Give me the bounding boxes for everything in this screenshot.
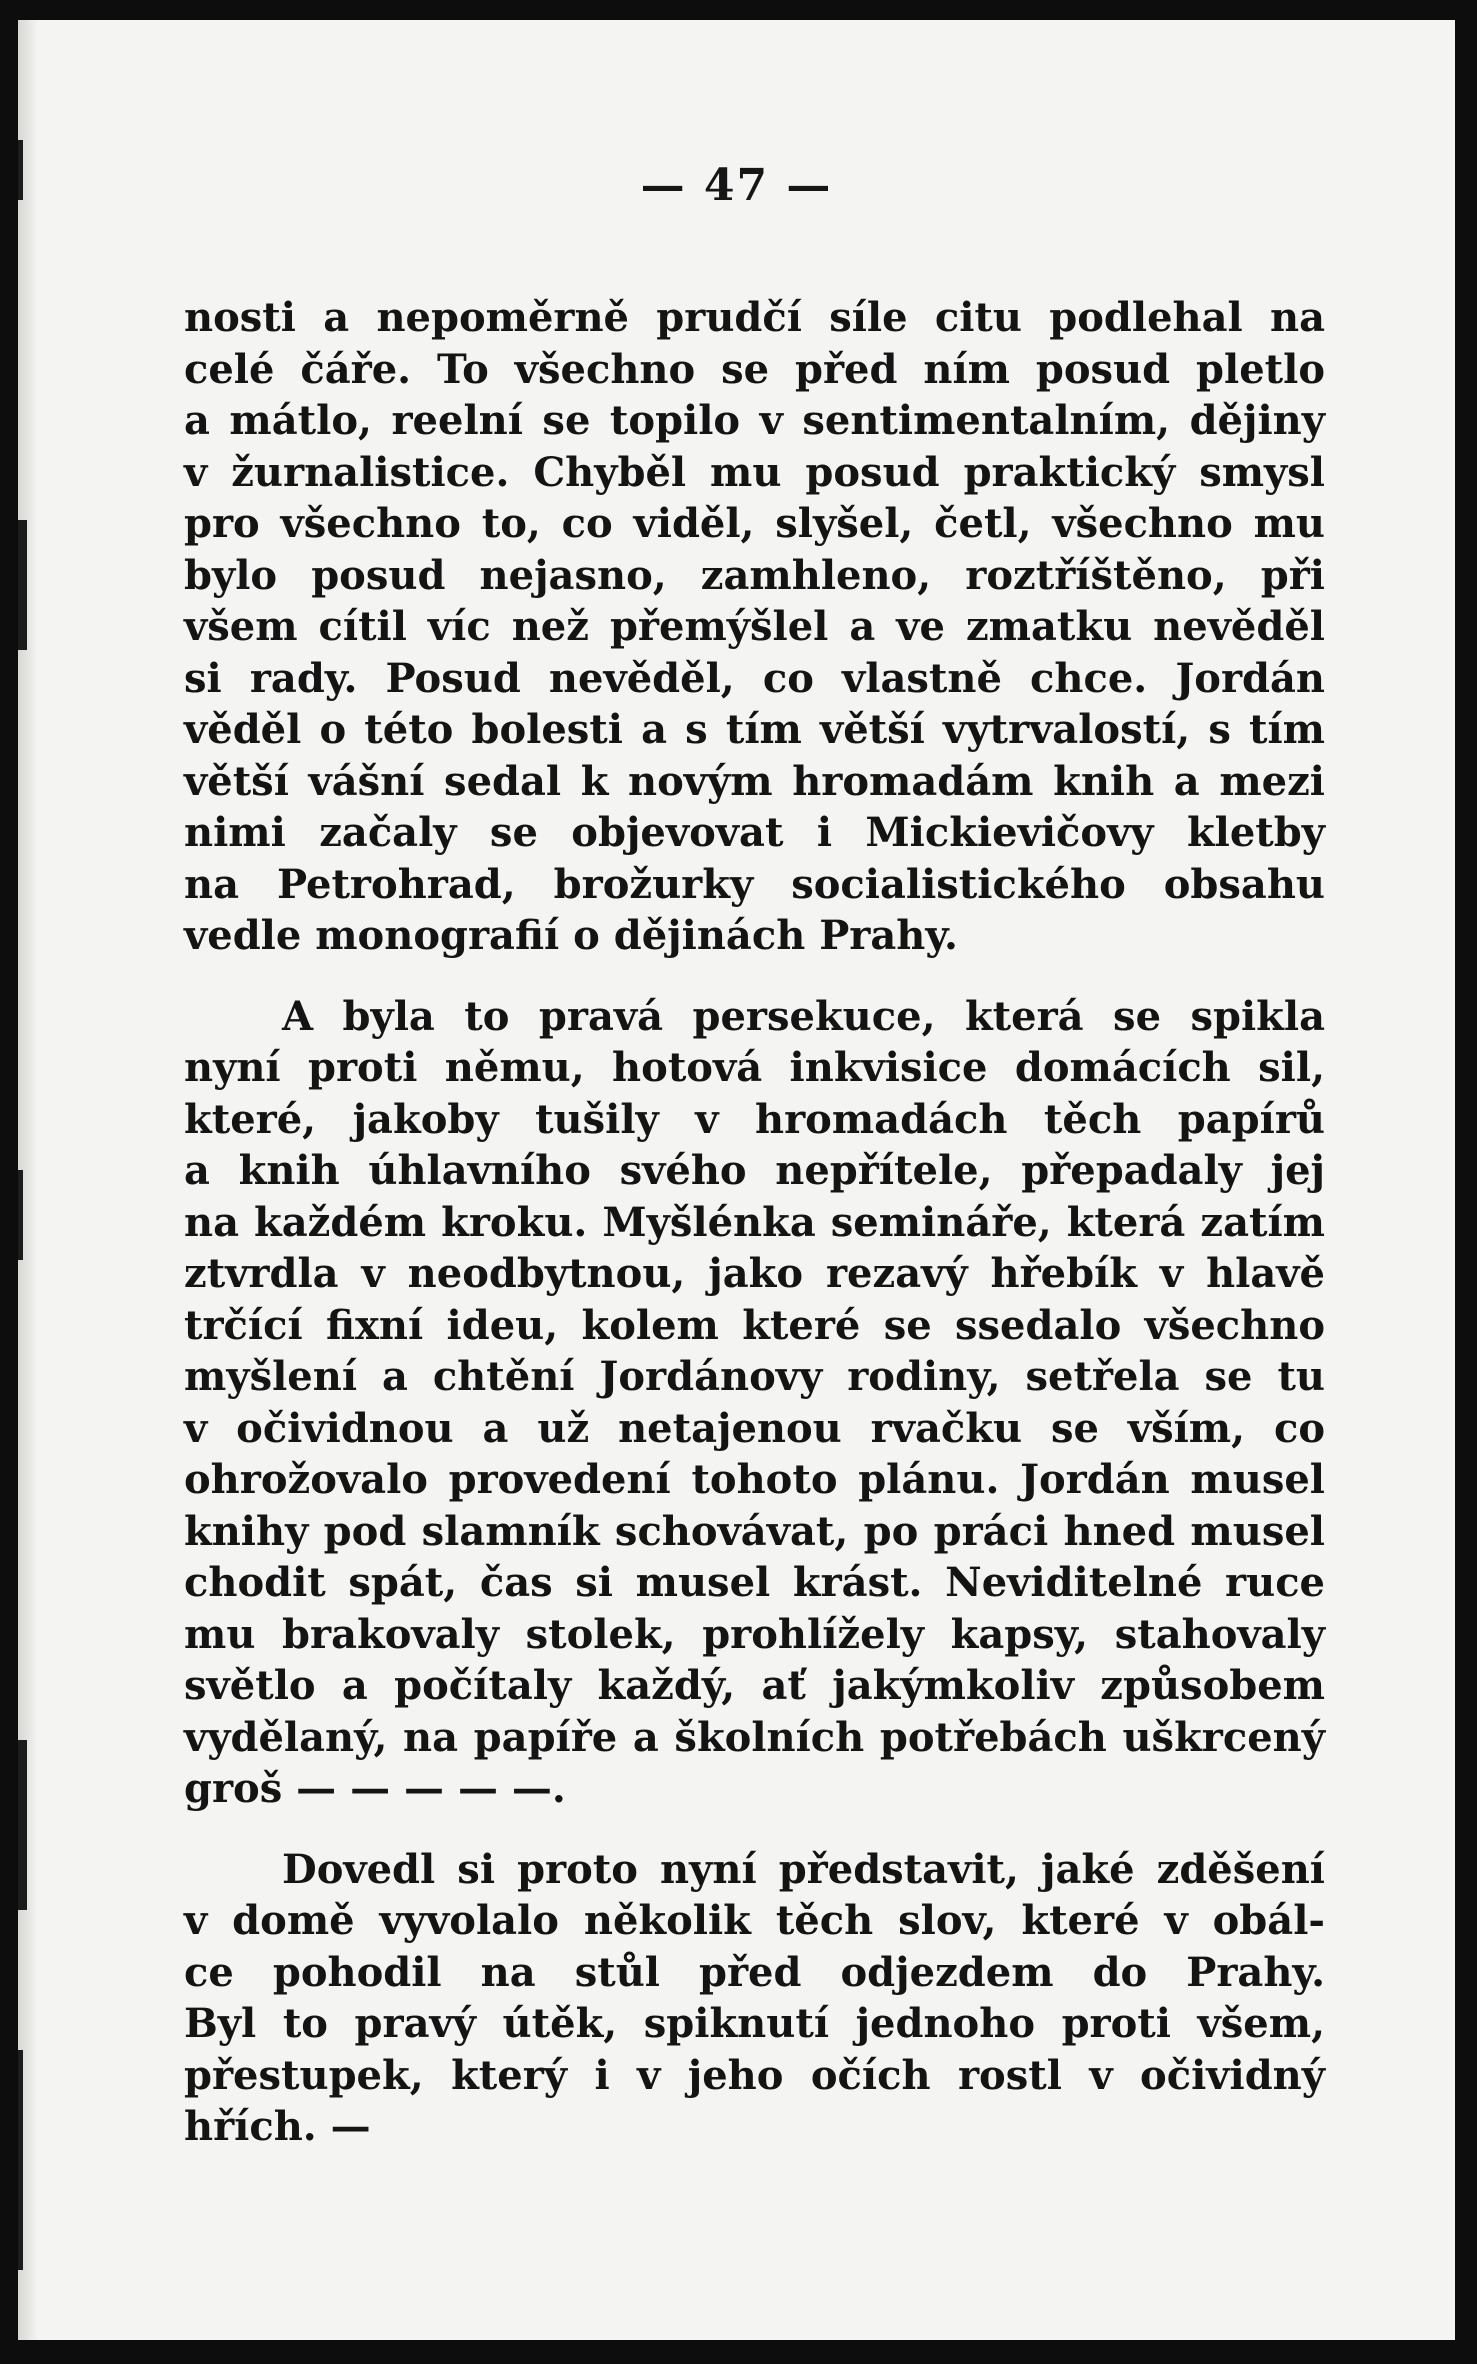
text-line: v domě vyvolalo několik těch slov, které v obál- xyxy=(184,1897,1325,1944)
text-line: trčící fixní ideu, kolem které se ssedalo všechno xyxy=(184,1301,1325,1349)
text-line: a mátlo, reelní se topilo v sentimentalním, dějiny xyxy=(184,397,1325,444)
binding-mark-middle xyxy=(18,1170,23,1260)
text-line: přestupek, který i v jeho očích rostl v očividný xyxy=(184,2051,1325,2099)
text-line: mu brakovaly stolek, prohlížely kapsy, stahovaly xyxy=(184,1610,1325,1658)
text-line: vedle monografií o dějinách Prahy. xyxy=(184,912,958,959)
paragraph-1 xyxy=(184,292,1325,962)
text-line: všem cítil víc než přemýšlel a ve zmatku nevěděl xyxy=(184,603,1325,650)
text-line: myšlení a chtění Jordánovy rodiny, setřela se tu xyxy=(184,1353,1325,1400)
text-line: bylo posud nejasno, zamhleno, roztříštěno, při xyxy=(184,551,1325,599)
text-line: knihy pod slamník schovávat, po práci hned musel xyxy=(184,1507,1325,1555)
body-text xyxy=(184,292,1325,2153)
binding-mark-lower xyxy=(18,1740,27,1910)
text-line: si rady. Posud nevěděl, co vlastně chce. Jordán xyxy=(184,654,1325,702)
binding-mark-upper xyxy=(18,520,27,650)
text-line: A byla to pravá persekuce, která se spikla xyxy=(282,992,1325,1040)
text-line: nyní proti němu, hotová inkvisice domácích sil, xyxy=(184,1044,1325,1091)
text-line: světlo a počítaly každý, ať jakýmkoliv způsobem xyxy=(184,1662,1325,1709)
text-line: na každém kroku. Myšlénka semináře, která zatím xyxy=(184,1198,1325,1246)
text-line: hřích. — xyxy=(184,2103,371,2150)
text-line: vydělaný, na papíře a školních potřebách uškrcený xyxy=(184,1713,1325,1761)
text-line: chodit spát, čas si musel krást. Neviditelné ruce xyxy=(184,1559,1325,1606)
text-line: pro všechno to, co viděl, slyšel, četl, všechno mu xyxy=(184,500,1325,547)
paragraph-2 xyxy=(184,991,1325,1815)
text-line: větší vášní sedal k novým hromadám knih a mezi xyxy=(184,757,1325,805)
text-line: věděl o této bolesti a s tím větší vytrvalostí, s tím xyxy=(184,706,1325,753)
book-page xyxy=(18,20,1455,2340)
text-line: Dovedl si proto nyní představit, jaké zděšení xyxy=(282,1845,1325,1893)
text-line: a knih úhlavního svého nepřítele, přepadaly jej xyxy=(184,1147,1325,1194)
text-line: které, jakoby tušily v hromadách těch papírů xyxy=(184,1095,1325,1143)
text-line: Byl to pravý útěk, spiknutí jednoho proti všem, xyxy=(184,2000,1325,2047)
text-line: ce pohodil na stůl před odjezdem do Prahy. xyxy=(184,1948,1325,1996)
binding-mark-bottom xyxy=(18,2050,23,2270)
text-line: ztvrdla v neodbytnou, jako rezavý hřebík v hlavě xyxy=(184,1250,1325,1297)
text-line: v žurnalistice. Chyběl mu posud praktický smysl xyxy=(184,448,1325,496)
text-line: groš — — — — —. xyxy=(184,1765,566,1812)
text-line: ohrožovalo provedení tohoto plánu. Jordán musel xyxy=(184,1456,1325,1503)
text-line: nosti a nepoměrně prudčí síle citu podlehal na xyxy=(184,294,1325,341)
paragraph-3 xyxy=(184,1844,1325,2153)
text-line: celé čáře. To všechno se před ním posud pletlo xyxy=(184,345,1325,393)
page-number: — 47 — xyxy=(640,160,833,211)
text-line: nimi začaly se objevovat i Mickievičovy kletby xyxy=(184,809,1325,856)
text-line: v očividnou a už netajenou rvačku se vším, co xyxy=(184,1404,1325,1452)
text-line: na Petrohrad, brožurky socialistického obsahu xyxy=(184,860,1325,908)
